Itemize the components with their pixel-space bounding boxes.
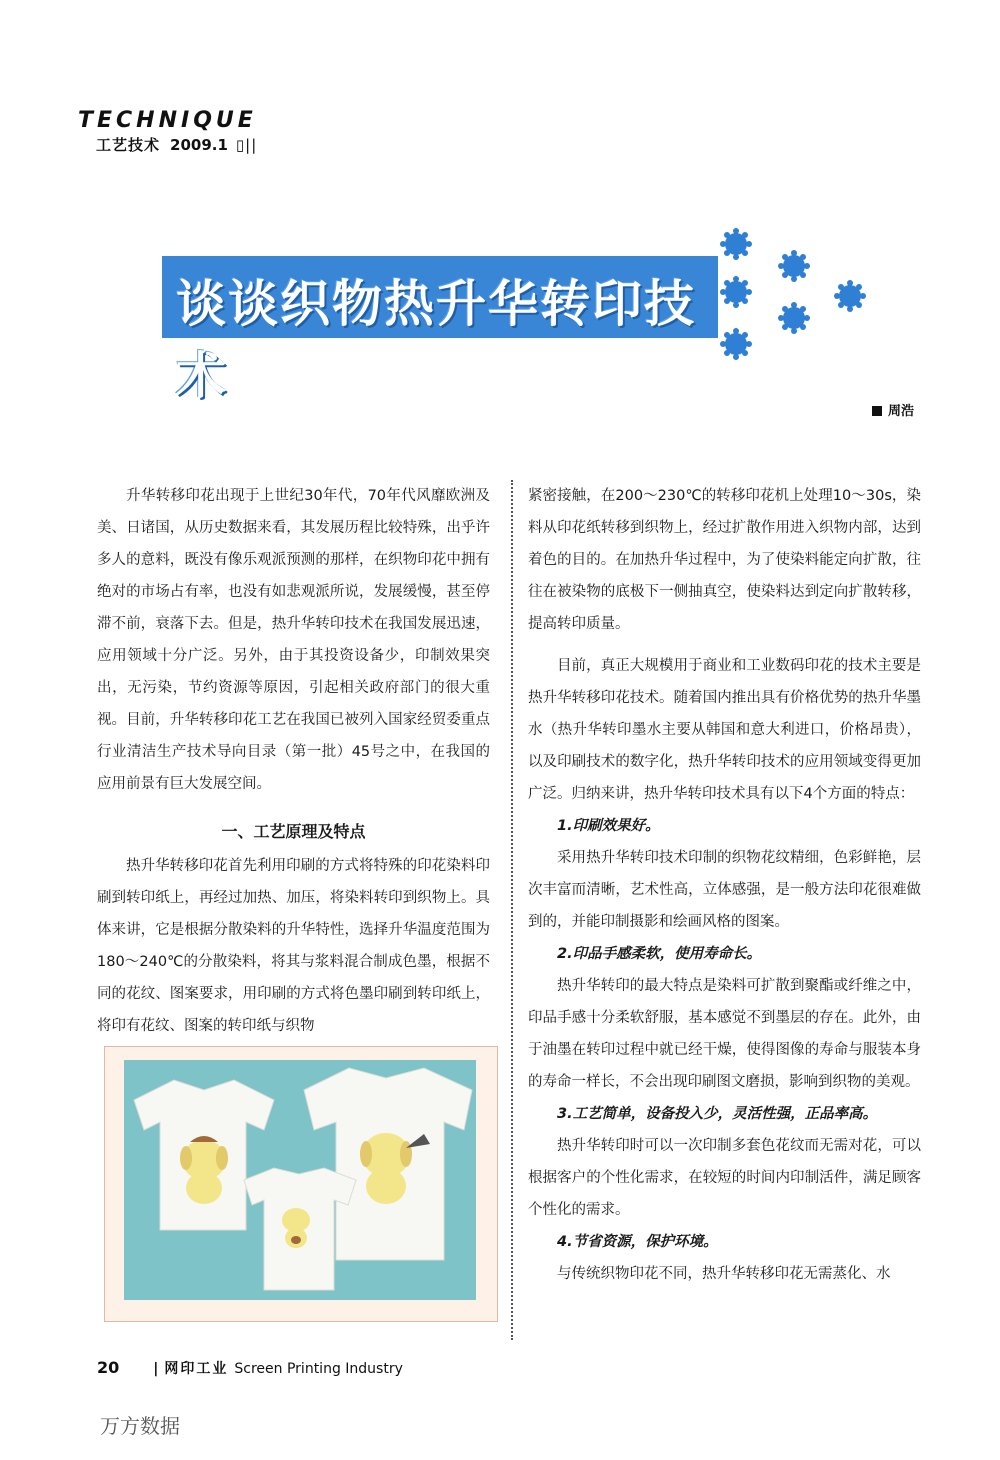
intro-paragraph: 升华转移印花出现于上世纪30年代，70年代风靡欧洲及美、日诸国，从历史数据来看，其发展历程比较特殊，出乎许多人的意料，既没有像乐观派预测的那样，在织物印花中拥有绝对的市场占有率，也没有如悲观派所说，发展缓慢，甚至停滞不前，衰落下去。但是，热升华转印技术在我国发展迅速，应用领域十分广泛。另外，由于其投资设备少，印制效果突出，无污染，节约资源等原因，引起相关政府部门的很大重视。目前，升华转移印花工艺在我国已被列入国家经贸委重点行业清洁生产技术导向目录（第一批）45号之中，在我国的应用前景有巨大发展空间。	[97, 488, 490, 792]
feature-text: 热升华转印的最大特点是染料可扩散到聚酯或纤维之中，印品手感十分柔软舒服，基本感觉不到墨层的存在。此外，由于油墨在转印过程中就已经干燥，使得图像的寿命与服装本身的寿命一样长，不会出现印刷图文磨损，影响到织物的美观。	[528, 978, 921, 1090]
issue-number: 2009.1	[170, 136, 228, 154]
page-number: 20	[97, 1358, 120, 1377]
page-footer	[97, 1358, 403, 1378]
feature-heading: 2.印品手感柔软，使用寿命长。	[557, 946, 762, 962]
square-bullet-icon	[872, 406, 882, 416]
column-divider	[511, 480, 513, 1340]
feature-text: 与传统织物印花不同，热升华转移印花无需蒸化、水	[557, 1266, 891, 1282]
continued-paragraph: 紧密接触，在200～230℃的转移印花机上处理10～30s，染料从印花纸转移到织物上，经过扩散作用进入织物内部，达到着色的目的。在加热升华过程中，为了使染料能定向扩散，往往在被染物的底极下一侧抽真空，使染料达到定向扩散转移，提高转印质量。	[528, 488, 921, 632]
left-column	[97, 480, 490, 1042]
watermark: 万方数据	[100, 1414, 180, 1438]
author-name: 周浩	[887, 404, 914, 419]
article-title: 谈谈织物热升华转印技术	[176, 275, 696, 405]
section-label-cn	[96, 134, 257, 155]
paragraph: 目前，真正大规模用于商业和工业数码印花的技术主要是热升华转移印花技术。随着国内推出具有价格优势的热升华墨水（热升华转印墨水主要从韩国和意大利进口，价格昂贵），以及印刷技术的数字化，热升华转印技术的应用领域变得更加广泛。归纳来讲，热升华转印技术具有以下4个方面的特点：	[528, 658, 921, 802]
section-name: 工艺技术	[96, 136, 161, 154]
footer-divider: |	[153, 1361, 159, 1377]
header-marks: ▯||	[235, 136, 258, 154]
journal-name-cn: 网印工业	[164, 1361, 229, 1377]
feature-heading: 4.节省资源，保护环境。	[557, 1234, 718, 1250]
tshirt-photo	[124, 1060, 476, 1300]
snowflake-decoration	[712, 222, 872, 372]
feature-text: 热升华转印时可以一次印制多套色花纹而无需对花，可以根据客户的个性化需求，在较短的时间内印制活件，满足顾客个性化的需求。	[528, 1138, 921, 1218]
section-paragraph: 热升华转移印花首先利用印刷的方式将特殊的印花染料印刷到转印纸上，再经过加热、加压，将染料转印到织物上。具体来讲，它是根据分散染料的升华特性，选择升华温度范围为180～240℃的分散染料，将其与浆料混合制成色墨，根据不同的花纹、图案要求，用印刷的方式将色墨印刷到转印纸上，将印有花纹、图案的转印纸与织物	[97, 858, 490, 1034]
tshirt-illustration	[124, 1060, 476, 1300]
feature-heading: 1.印刷效果好。	[557, 818, 660, 834]
author-byline	[872, 400, 914, 419]
feature-heading: 3.工艺简单，设备投入少，灵活性强，正品率高。	[557, 1106, 878, 1122]
section-label-en: TECHNIQUE	[78, 108, 257, 133]
right-column	[528, 480, 921, 1290]
journal-name-en: Screen Printing Industry	[234, 1361, 403, 1377]
feature-text: 采用热升华转印技术印制的织物花纹精细，色彩鲜艳，层次丰富而清晰，艺术性高，立体感强，是一般方法印花很难做到的，并能印制摄影和绘画风格的图案。	[528, 850, 921, 930]
section-heading: 一、工艺原理及特点	[221, 822, 366, 841]
